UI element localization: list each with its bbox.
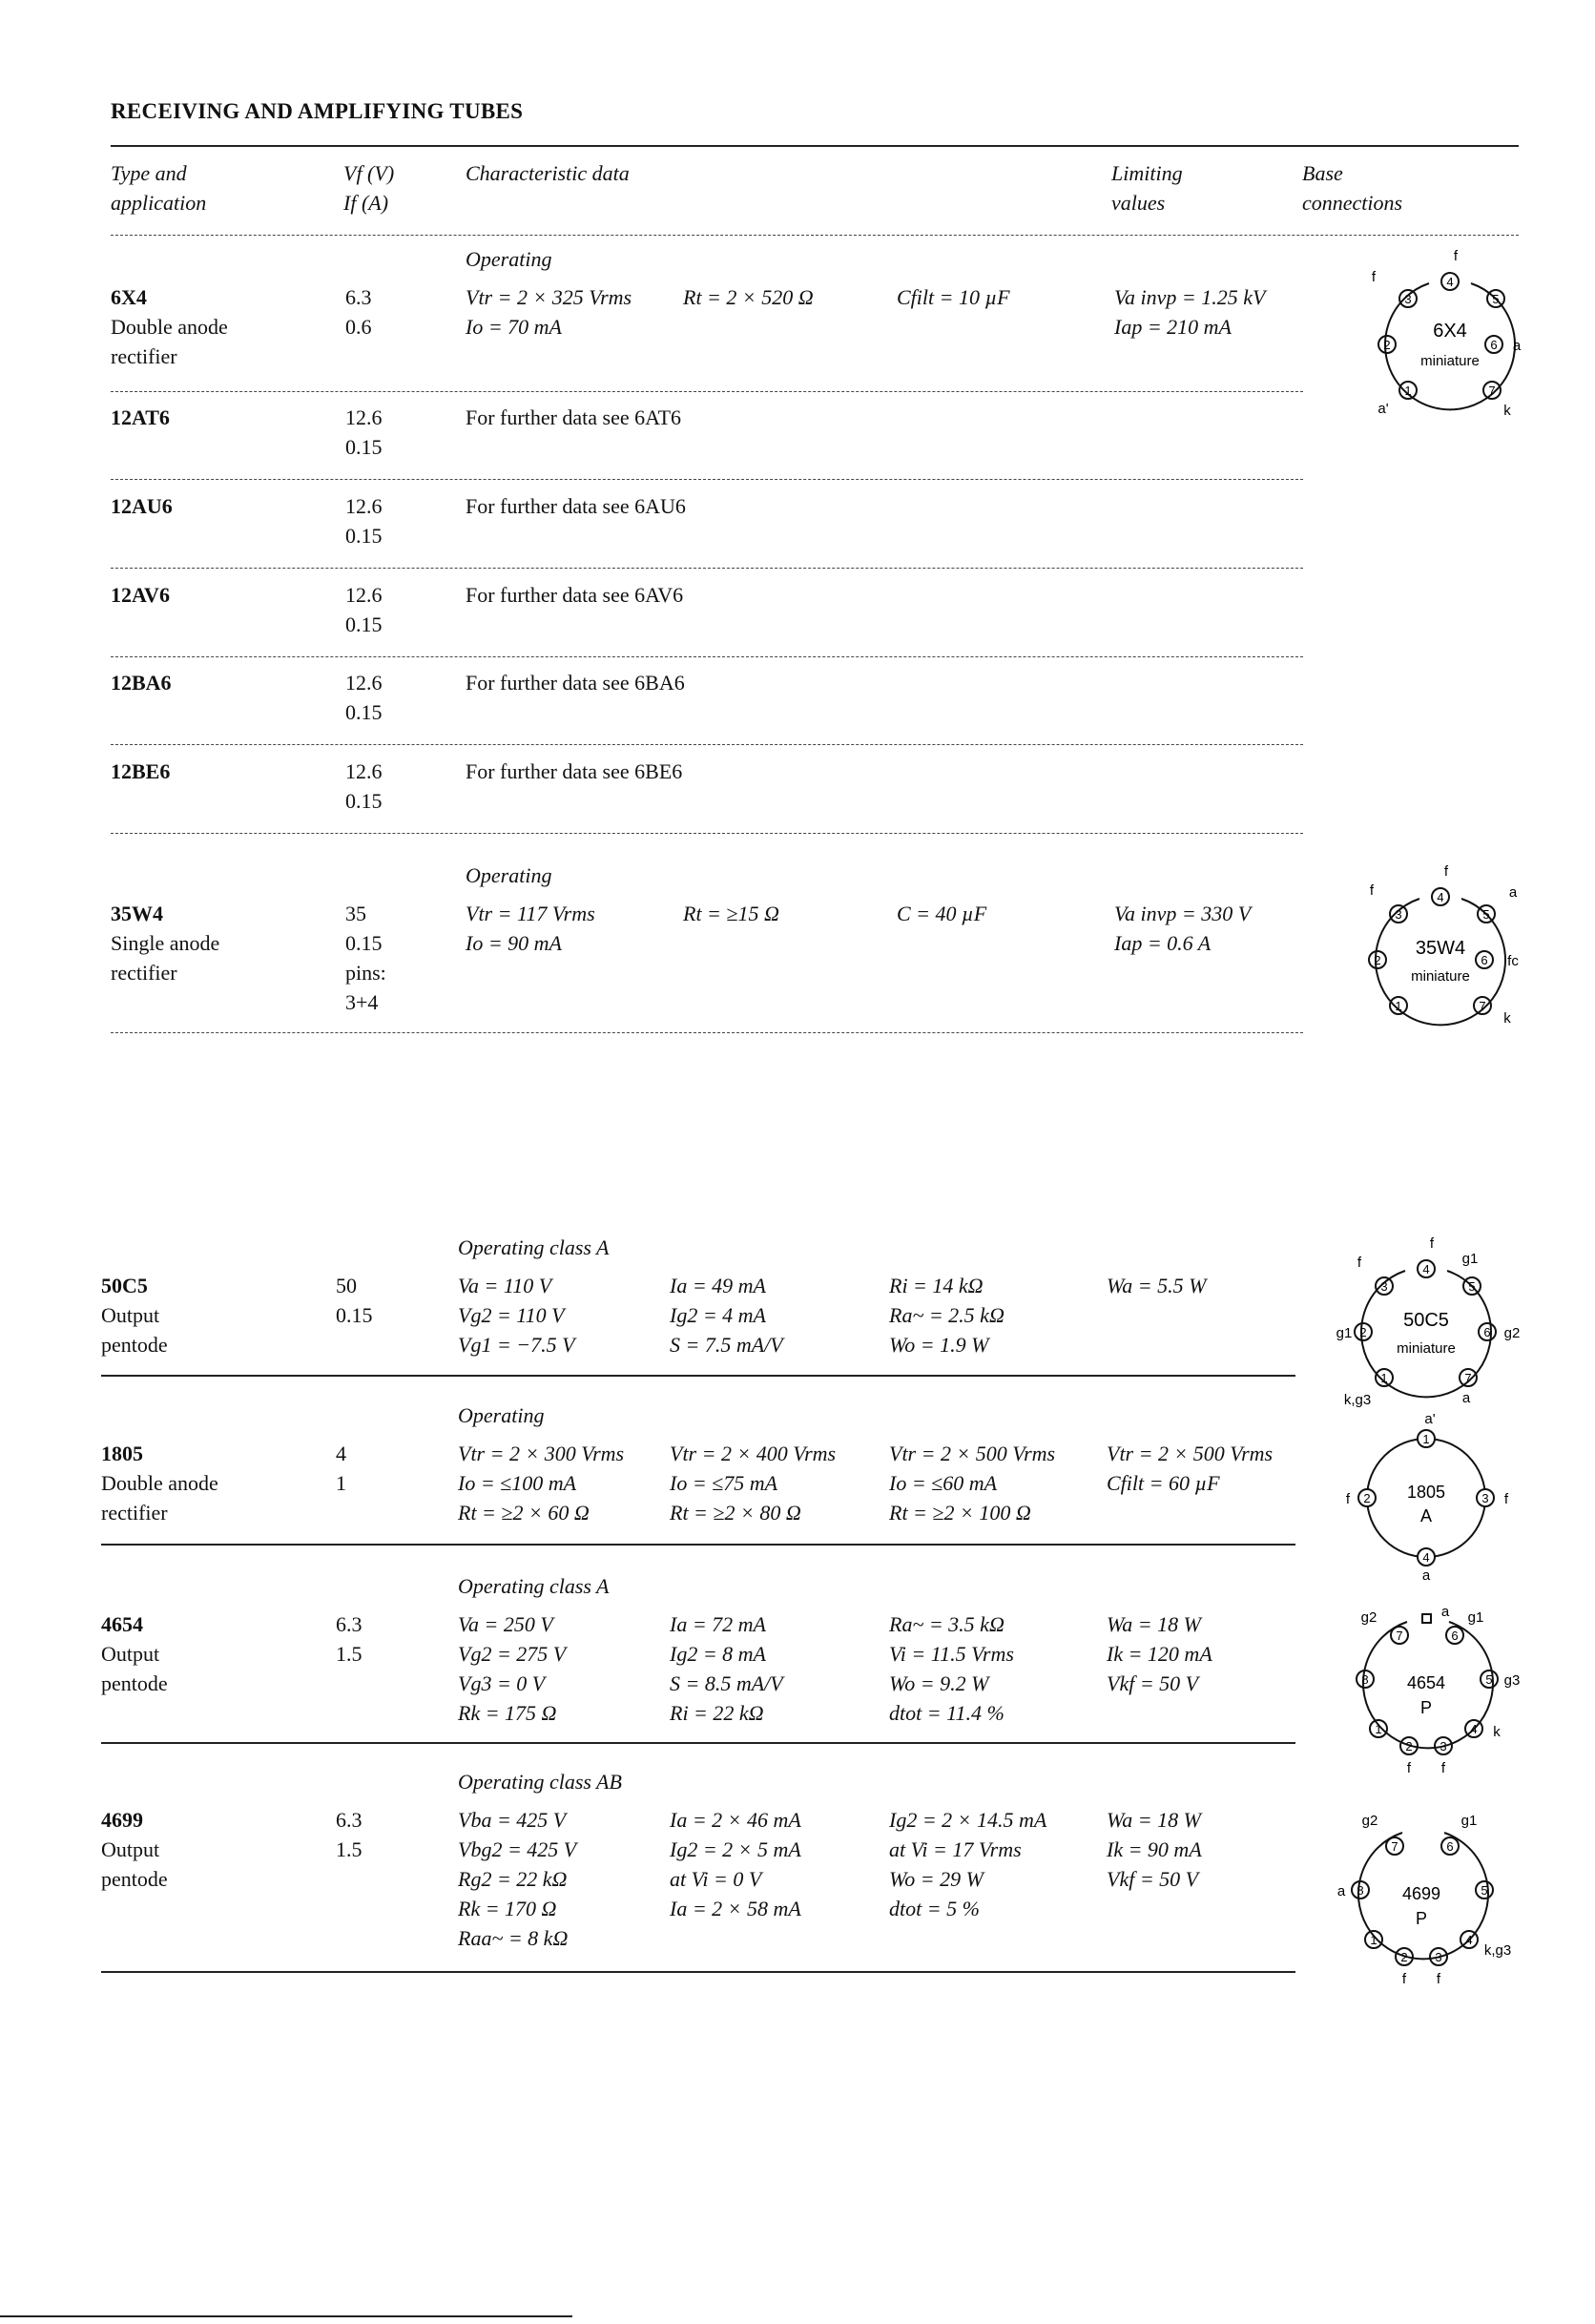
char2-50c5: Ia = 49 mA Ig2 = 4 mA S = 7.5 mA/V: [670, 1274, 783, 1357]
limit-35w4: Va invp = 330 V Iap = 0.6 A: [1114, 902, 1252, 955]
note-12at6: For further data see 6AT6: [466, 405, 682, 429]
svg-text:4: 4: [1446, 275, 1454, 289]
base-label-1805: 1805: [1406, 1483, 1446, 1502]
svg-text:6: 6: [1481, 953, 1488, 967]
title-rule: [111, 145, 1519, 147]
tube-12at6: 12AT6: [111, 405, 170, 429]
char3-4654: Ra~ = 3.5 kΩ Vi = 11.5 Vrms Wo = 9.2 W dtot = 11.4 %: [889, 1612, 1014, 1725]
base-diagram-50c5: [1331, 1231, 1522, 1421]
svg-text:g1: g1: [1460, 1813, 1478, 1829]
header-vf-if: Vf (V) If (A): [343, 161, 395, 215]
svg-text:4: 4: [1470, 1722, 1478, 1736]
char1-35w4: Vtr = 117 Vrms Io = 90 mA: [466, 902, 595, 955]
svg-text:6: 6: [1490, 338, 1498, 352]
header-characteristic: Characteristic data: [466, 161, 630, 185]
svg-text:5: 5: [1485, 1672, 1493, 1687]
svg-text:a: a: [1421, 1567, 1431, 1584]
svg-text:6: 6: [1446, 1839, 1454, 1854]
svg-text:f: f: [1369, 882, 1375, 899]
base-label-35w4: 35W4: [1415, 938, 1466, 959]
char1-50c5: Va = 110 V Vg2 = 110 V Vg1 = −7.5 V: [458, 1274, 575, 1357]
svg-text:3: 3: [1481, 1491, 1489, 1505]
mode-4654: Operating class A: [458, 1574, 610, 1598]
svg-text:2: 2: [1405, 1739, 1413, 1753]
row-rule: [101, 1742, 1295, 1744]
svg-text:P: P: [1419, 1698, 1433, 1717]
svg-text:2: 2: [1383, 338, 1391, 352]
svg-text:a: a: [1508, 884, 1518, 901]
header-base: Base connections: [1302, 161, 1403, 215]
char1-4654: Va = 250 V Vg2 = 275 V Vg3 = 0 V Rk = 175 Ω: [458, 1612, 567, 1725]
char2-4699: Ia = 2 × 46 mA Ig2 = 2 × 5 mA at Vi = 0 V Ia = 2 × 58 mA: [670, 1808, 801, 1920]
svg-text:k,g3: k,g3: [1343, 1392, 1372, 1408]
row-rule: [111, 391, 1303, 392]
header-type: Type and application: [111, 161, 207, 215]
svg-text:2: 2: [1400, 1950, 1408, 1964]
vf-if-4654: 6.3 1.5: [336, 1612, 362, 1666]
vf-if-1805: 4 1: [336, 1442, 346, 1495]
svg-text:g1: g1: [1461, 1251, 1479, 1267]
mode-4699: Operating class AB: [458, 1770, 622, 1794]
base-diagram-1805: [1331, 1412, 1522, 1584]
svg-text:4: 4: [1422, 1550, 1430, 1565]
header-rule: [111, 235, 1519, 236]
base-label-4699: 4699: [1401, 1884, 1441, 1903]
svg-text:2: 2: [1359, 1325, 1367, 1339]
row-rule: [101, 1544, 1295, 1546]
mode-50c5: Operating class A: [458, 1235, 610, 1259]
svg-text:g2: g2: [1361, 1813, 1378, 1829]
char3-50c5: Ri = 14 kΩ Ra~ = 2.5 kΩ Wo = 1.9 W: [889, 1274, 1005, 1357]
page-title: RECEIVING AND AMPLIFYING TUBES: [111, 99, 524, 123]
svg-text:f: f: [1406, 1760, 1412, 1774]
svg-text:a: a: [1336, 1883, 1346, 1899]
char2-1805: Vtr = 2 × 400 Vrms Io = ≤75 mA Rt = ≥2 × 80 Ω: [670, 1442, 837, 1525]
vf-if-12at6: 12.6 0.15: [345, 405, 383, 459]
note-12au6: For further data see 6AU6: [466, 494, 686, 518]
tube-50c5: 50C5 Output pentode: [101, 1274, 168, 1357]
svg-text:a': a': [1424, 1412, 1436, 1427]
vf-if-12av6: 12.6 0.15: [345, 583, 383, 636]
base-diagram-35w4: [1345, 859, 1536, 1049]
row-rule: [101, 1971, 1295, 1973]
svg-text:miniature: miniature: [1397, 1340, 1456, 1357]
svg-text:3: 3: [1404, 292, 1412, 306]
svg-text:6: 6: [1483, 1325, 1491, 1339]
vf-if-12au6: 12.6 0.15: [345, 494, 383, 548]
svg-text:g1: g1: [1336, 1325, 1353, 1341]
limit-4699: Wa = 18 W Ik = 90 mA Vkf = 50 V: [1107, 1808, 1202, 1891]
svg-text:a: a: [1440, 1604, 1450, 1620]
svg-text:1: 1: [1422, 1432, 1430, 1446]
svg-text:miniature: miniature: [1420, 353, 1480, 369]
char3-6x4: Cfilt = 10 µF: [897, 285, 1010, 309]
tube-12au6: 12AU6: [111, 494, 173, 518]
svg-text:4: 4: [1422, 1262, 1430, 1276]
svg-text:f: f: [1357, 1255, 1362, 1271]
row-rule: [101, 1375, 1295, 1377]
tube-12be6: 12BE6: [111, 759, 171, 783]
svg-text:k: k: [1503, 1010, 1511, 1027]
svg-text:2: 2: [1363, 1491, 1371, 1505]
svg-text:8: 8: [1361, 1672, 1369, 1687]
svg-text:k: k: [1503, 403, 1511, 419]
svg-text:f: f: [1401, 1971, 1407, 1987]
note-12av6: For further data see 6AV6: [466, 583, 684, 607]
limit-6x4: Va invp = 1.25 kV Iap = 210 mA: [1114, 285, 1266, 339]
vf-if-4699: 6.3 1.5: [336, 1808, 362, 1861]
svg-text:3: 3: [1395, 907, 1402, 922]
svg-text:k,g3: k,g3: [1483, 1942, 1512, 1959]
svg-text:4: 4: [1437, 890, 1444, 904]
svg-text:3: 3: [1440, 1739, 1447, 1753]
note-12be6: For further data see 6BE6: [466, 759, 683, 783]
tube-4699: 4699 Output pentode: [101, 1808, 168, 1891]
svg-text:1: 1: [1380, 1371, 1388, 1385]
svg-text:5: 5: [1481, 1883, 1488, 1898]
svg-text:g3: g3: [1503, 1672, 1521, 1689]
svg-text:k: k: [1493, 1724, 1501, 1740]
base-diagram-4654: [1331, 1603, 1522, 1774]
svg-text:2: 2: [1374, 953, 1381, 967]
char3-1805: Vtr = 2 × 500 Vrms Io = ≤60 mA Rt = ≥2 × 100 Ω: [889, 1442, 1056, 1525]
svg-text:f: f: [1345, 1491, 1351, 1507]
svg-text:g1: g1: [1467, 1609, 1484, 1626]
char2-6x4: Rt = 2 × 520 Ω: [683, 285, 814, 309]
svg-text:a': a': [1378, 401, 1389, 417]
char1-6x4: Vtr = 2 × 325 Vrms Io = 70 mA: [466, 285, 632, 339]
page-footer-rule: [0, 2315, 572, 2317]
mode-1805: Operating: [458, 1403, 545, 1427]
svg-text:7: 7: [1479, 999, 1486, 1013]
svg-text:5: 5: [1492, 292, 1500, 306]
limit-1805: Vtr = 2 × 500 Vrms Cfilt = 60 µF: [1107, 1442, 1274, 1495]
vf-if-12be6: 12.6 0.15: [345, 759, 383, 813]
row-rule: [111, 744, 1303, 745]
svg-text:7: 7: [1464, 1371, 1472, 1385]
tube-35w4: 35W4 Single anode rectifier: [111, 902, 220, 985]
svg-text:f: f: [1503, 1491, 1509, 1507]
limit-50c5: Wa = 5.5 W: [1107, 1274, 1207, 1297]
tube-6x4: 6X4 Double anode rectifier: [111, 285, 228, 368]
mode-6x4: Operating: [466, 247, 552, 271]
svg-text:g2: g2: [1503, 1325, 1521, 1341]
base-diagram-4699: [1326, 1798, 1526, 1989]
svg-text:8: 8: [1357, 1883, 1364, 1898]
tube-4654: 4654 Output pentode: [101, 1612, 168, 1695]
mode-35w4: Operating: [466, 863, 552, 887]
tube-12av6: 12AV6: [111, 583, 170, 607]
char2-4654: Ia = 72 mA Ig2 = 8 mA S = 8.5 mA/V Ri = 22 kΩ: [670, 1612, 783, 1725]
svg-text:miniature: miniature: [1411, 968, 1470, 985]
svg-text:7: 7: [1488, 384, 1496, 398]
svg-text:f: f: [1371, 269, 1377, 285]
svg-text:a: a: [1461, 1390, 1471, 1406]
char1-1805: Vtr = 2 × 300 Vrms Io = ≤100 mA Rt = ≥2 × 60 Ω: [458, 1442, 625, 1525]
svg-text:5: 5: [1468, 1279, 1476, 1294]
svg-text:7: 7: [1396, 1629, 1403, 1643]
row-rule: [111, 568, 1303, 569]
base-diagram-6x4: [1355, 243, 1545, 434]
vf-if-35w4: 35 0.15 pins: 3+4: [345, 902, 386, 1014]
svg-text:g2: g2: [1360, 1609, 1378, 1626]
tube-1805: 1805 Double anode rectifier: [101, 1442, 218, 1525]
svg-text:4: 4: [1465, 1933, 1473, 1947]
svg-text:f: f: [1429, 1235, 1435, 1252]
svg-text:a: a: [1512, 338, 1522, 354]
char1-4699: Vba = 425 V Vbg2 = 425 V Rg2 = 22 kΩ Rk = 170 Ω Raa~ = 8 kΩ: [458, 1808, 577, 1950]
svg-text:5: 5: [1482, 907, 1490, 922]
header-limiting: Limiting values: [1111, 161, 1183, 215]
vf-if-50c5: 50 0.15: [336, 1274, 373, 1327]
svg-text:f: f: [1443, 863, 1449, 880]
svg-text:3: 3: [1380, 1279, 1388, 1294]
base-label-50c5: 50C5: [1403, 1310, 1449, 1331]
limit-4654: Wa = 18 W Ik = 120 mA Vkf = 50 V: [1107, 1612, 1212, 1695]
svg-text:f: f: [1440, 1760, 1446, 1774]
svg-text:3: 3: [1435, 1950, 1442, 1964]
svg-text:fc: fc: [1507, 953, 1519, 969]
base-label-6x4: 6X4: [1433, 321, 1467, 342]
char3-4699: Ig2 = 2 × 14.5 mA at Vi = 17 Vrms Wo = 29 W dtot = 5 %: [889, 1808, 1047, 1920]
svg-text:P: P: [1415, 1909, 1428, 1928]
svg-text:1: 1: [1370, 1933, 1378, 1947]
vf-if-6x4: 6.3 0.6: [345, 285, 372, 339]
note-12ba6: For further data see 6BA6: [466, 671, 685, 695]
svg-text:7: 7: [1391, 1839, 1398, 1854]
row-rule: [111, 479, 1303, 480]
svg-text:f: f: [1436, 1971, 1441, 1987]
vf-if-12ba6: 12.6 0.15: [345, 671, 383, 724]
row-rule: [111, 1032, 1303, 1033]
svg-text:1: 1: [1404, 384, 1412, 398]
char3-35w4: C = 40 µF: [897, 902, 987, 925]
base-label-4654: 4654: [1406, 1673, 1446, 1692]
svg-text:f: f: [1453, 248, 1459, 264]
svg-text:1: 1: [1395, 999, 1402, 1013]
row-rule: [111, 833, 1303, 834]
svg-text:1: 1: [1375, 1722, 1382, 1736]
tube-12ba6: 12BA6: [111, 671, 172, 695]
row-rule: [111, 656, 1303, 657]
svg-text:6: 6: [1451, 1629, 1459, 1643]
char2-35w4: Rt = ≥15 Ω: [683, 902, 779, 925]
svg-text:A: A: [1419, 1506, 1433, 1525]
